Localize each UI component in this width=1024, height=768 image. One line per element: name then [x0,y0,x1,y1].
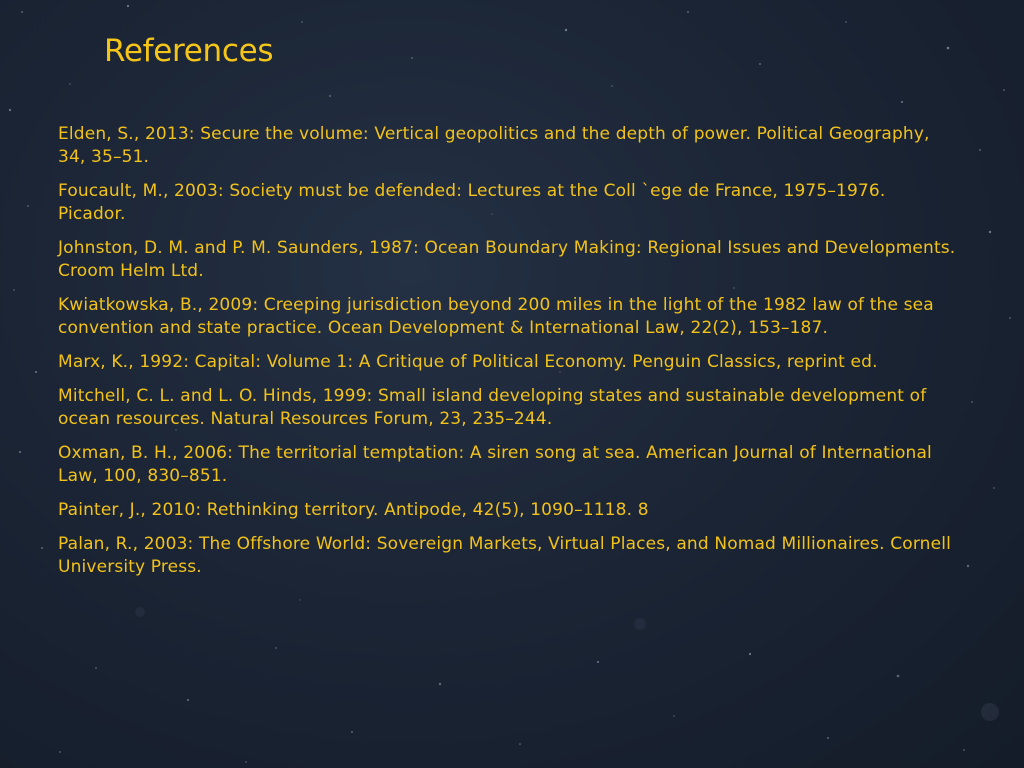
reference-item: Painter, J., 2010: Rethinking territory. Antipode, 42(5), 1090–1118. 8 [58,500,649,520]
slide-title: References [104,33,274,69]
reference-item: Mitchell, C. L. and L. O. Hinds, 1999: Small island developing states and sustainable development of ocean resources. Natural Resources Forum, 23, 235–244. [58,386,927,429]
reference-item: Foucault, M., 2003: Society must be defended: Lectures at the Coll `ege de France, 1975–1976. Picador. [58,181,886,224]
reference-list [58,123,958,590]
reference-item: Johnston, D. M. and P. M. Saunders, 1987: Ocean Boundary Making: Regional Issues and Developments. Croom Helm Ltd. [58,238,956,281]
reference-item: Palan, R., 2003: The Offshore World: Sovereign Markets, Virtual Places, and Nomad Millionaires. Cornell University Press. [58,534,951,577]
reference-item: Oxman, B. H., 2006: The territorial temptation: A siren song at sea. American Journal of International Law, 100, 830–851. [58,443,932,486]
reference-item: Kwiatkowska, B., 2009: Creeping jurisdiction beyond 200 miles in the light of the 1982 law of the sea convention and state practice. Ocean Development & International Law, 22(2), 153–187. [58,295,934,338]
reference-item: Elden, S., 2013: Secure the volume: Vertical geopolitics and the depth of power. Political Geography, 34, 35–51. [58,124,930,167]
reference-item: Marx, K., 1992: Capital: Volume 1: A Critique of Political Economy. Penguin Classics, reprint ed. [58,352,878,372]
